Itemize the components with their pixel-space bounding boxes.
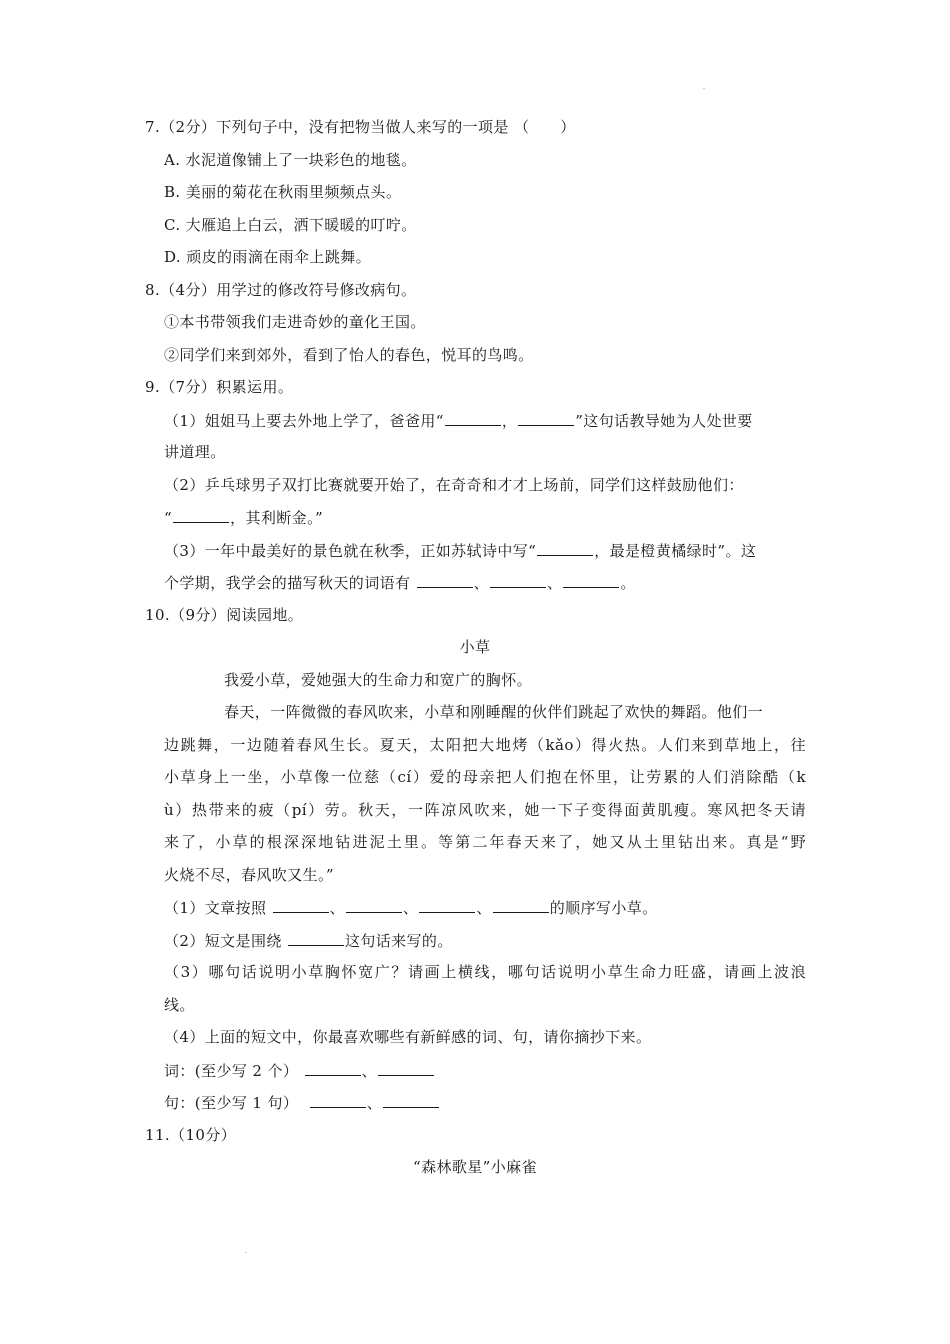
q10-word-sep: 、	[361, 1062, 377, 1080]
q10-stem: 10.（9分）阅读园地。	[145, 606, 304, 624]
q9-sub1-blank-1[interactable]	[445, 410, 501, 426]
q9-sub3-line2	[164, 572, 636, 593]
q9-sub2-line1: （2）乒乓球男子双打比赛就要开始了，在奇奇和才才上场前，同学们这样鼓励他们：	[164, 476, 744, 494]
q9-sub2-text: ，其利断金。”	[230, 509, 324, 527]
q10-passage-line-3: 边跳舞，一边随着春风生长。夏天，太阳把大地烤（kǎo）得火热。人们来到草地上，往	[164, 736, 806, 754]
q10-sub1-text-a: （1）文章按照	[164, 899, 272, 917]
q9-sub3-blank-poem[interactable]	[537, 540, 593, 556]
q7-option-d: D. 顽皮的雨滴在雨伞上跳舞。	[164, 248, 372, 266]
q10-word-blank-1[interactable]	[305, 1060, 361, 1076]
q9-sub1-line1	[164, 410, 753, 431]
q10-sub1-blank-1[interactable]	[273, 897, 329, 913]
q9-sub3-blank-word-3[interactable]	[563, 572, 619, 588]
q10-sub3-line2: 线。	[164, 996, 195, 1014]
q9-sub3-text-c: 个学期，我学会的描写秋天的词语有	[164, 574, 416, 592]
q10-sentence-blank-1[interactable]	[310, 1092, 366, 1108]
q10-sub1-sep-3: 、	[476, 899, 492, 917]
q10-sub4: （4）上面的短文中，你最喜欢哪些有新鲜感的词、句，请你摘抄下来。	[164, 1028, 652, 1046]
q10-sub2-text-a: （2）短文是围绕	[164, 932, 287, 950]
q10-sentence-blank-2[interactable]	[383, 1092, 439, 1108]
q9-sub3-blank-word-1[interactable]	[417, 572, 473, 588]
q10-sub1-blank-2[interactable]	[346, 897, 402, 913]
q8-item-1: ①本书带领我们走进奇妙的童化王国。	[164, 313, 426, 331]
q9-sub1-text-c: ”这句话教导她为人处世要	[575, 412, 753, 430]
q7-stem: 7.（2分）下列句子中，没有把物当做人来写的一项是 （ ）	[145, 118, 576, 136]
q10-sub1	[164, 897, 658, 918]
q10-sub3-line1: （3）哪句话说明小草胸怀宽广？请画上横线，哪句话说明小草生命力旺盛，请画上波浪	[164, 963, 806, 981]
q9-sub2-line2	[164, 507, 323, 528]
q9-sub3-blank-word-2[interactable]	[490, 572, 546, 588]
q10-passage-para-2: 春天，一阵微微的春风吹来，小草和刚睡醒的伙伴们跳起了欢快的舞蹈。他们一	[224, 703, 764, 721]
scan-speck-top	[703, 88, 705, 89]
q10-sentence-row	[164, 1092, 440, 1113]
q9-sub3-sep-1: 、	[473, 574, 489, 592]
q10-passage-line-5: ù）热带来的疲（pí）劳。秋天，一阵凉风吹来，她一下子变得面黄肌瘦。寒风把冬天请	[164, 801, 806, 819]
q10-word-blank-2[interactable]	[378, 1060, 434, 1076]
q9-sub1-text-a: （1）姐姐马上要去外地上学了，爸爸用“	[164, 412, 444, 430]
scan-speck-bottom	[245, 1252, 247, 1253]
q10-passage-title: 小草	[459, 638, 491, 656]
q7-option-b: B. 美丽的菊花在秋雨里频频点头。	[164, 183, 402, 201]
q9-sub3-text-b: ，最是橙黄橘绿时”。这	[594, 542, 757, 560]
q9-sub2-blank[interactable]	[173, 507, 229, 523]
q9-sub3-line1	[164, 540, 756, 561]
q10-sub2	[164, 930, 453, 951]
q10-sub1-sep-2: 、	[402, 899, 419, 917]
q10-sub1-blank-4[interactable]	[493, 897, 549, 913]
q10-passage-line-4: 小草身上一坐，小草像一位慈（cí）爱的母亲把人们抱在怀里，让劳累的人们消除酷（k	[164, 768, 806, 786]
q10-sub1-text-b: 的顺序写小草。	[549, 899, 658, 917]
q9-sub3-end: 。	[620, 574, 636, 592]
q9-sub3-sep-2: 、	[546, 574, 563, 592]
q10-passage-line-7: 火烧不尽，春风吹又生。”	[164, 866, 334, 884]
q10-sub1-sep-1: 、	[329, 899, 345, 917]
q11-passage-title: “森林歌星”小麻雀	[413, 1158, 537, 1176]
q9-stem: 9.（7分）积累运用。	[145, 378, 294, 396]
q10-sentence-label: 句：(至少写 1 句）	[164, 1094, 299, 1112]
q10-word-label: 词：(至少写 2 个）	[164, 1062, 299, 1080]
q10-sub2-text-b: 这句话来写的。	[344, 932, 453, 950]
q9-sub1-blank-2[interactable]	[518, 410, 574, 426]
q10-sub2-blank[interactable]	[288, 930, 344, 946]
q9-sub1-line2: 讲道理。	[164, 443, 226, 461]
q9-sub3-text-a: （3）一年中最美好的景色就在秋季，正如苏轼诗中写“	[164, 542, 537, 560]
q10-sub1-blank-3[interactable]	[419, 897, 475, 913]
q7-option-c: C. 大雁追上白云，洒下暖暖的叮咛。	[164, 216, 417, 234]
q10-passage-para-1: 我爱小草，爱她强大的生命力和宽广的胸怀。	[224, 671, 533, 689]
q9-sub1-text-b: ，	[501, 412, 518, 430]
q10-passage-line-6: 来了，小草的根深深地钻进泥土里。等第二年春天来了，她又从土里钻出来。真是“野	[164, 833, 806, 851]
q9-sub2-quote-open: “	[164, 509, 173, 527]
q11-stem: 11.（10分）	[145, 1126, 237, 1144]
q10-sentence-sep: 、	[366, 1094, 383, 1112]
q7-option-a: A. 水泥道像铺上了一块彩色的地毯。	[164, 151, 417, 169]
q8-stem: 8.（4分）用学过的修改符号修改病句。	[145, 281, 417, 299]
q8-item-2: ②同学们来到郊外，看到了怡人的春色，悦耳的鸟鸣。	[164, 346, 534, 364]
q10-word-row	[164, 1060, 435, 1081]
